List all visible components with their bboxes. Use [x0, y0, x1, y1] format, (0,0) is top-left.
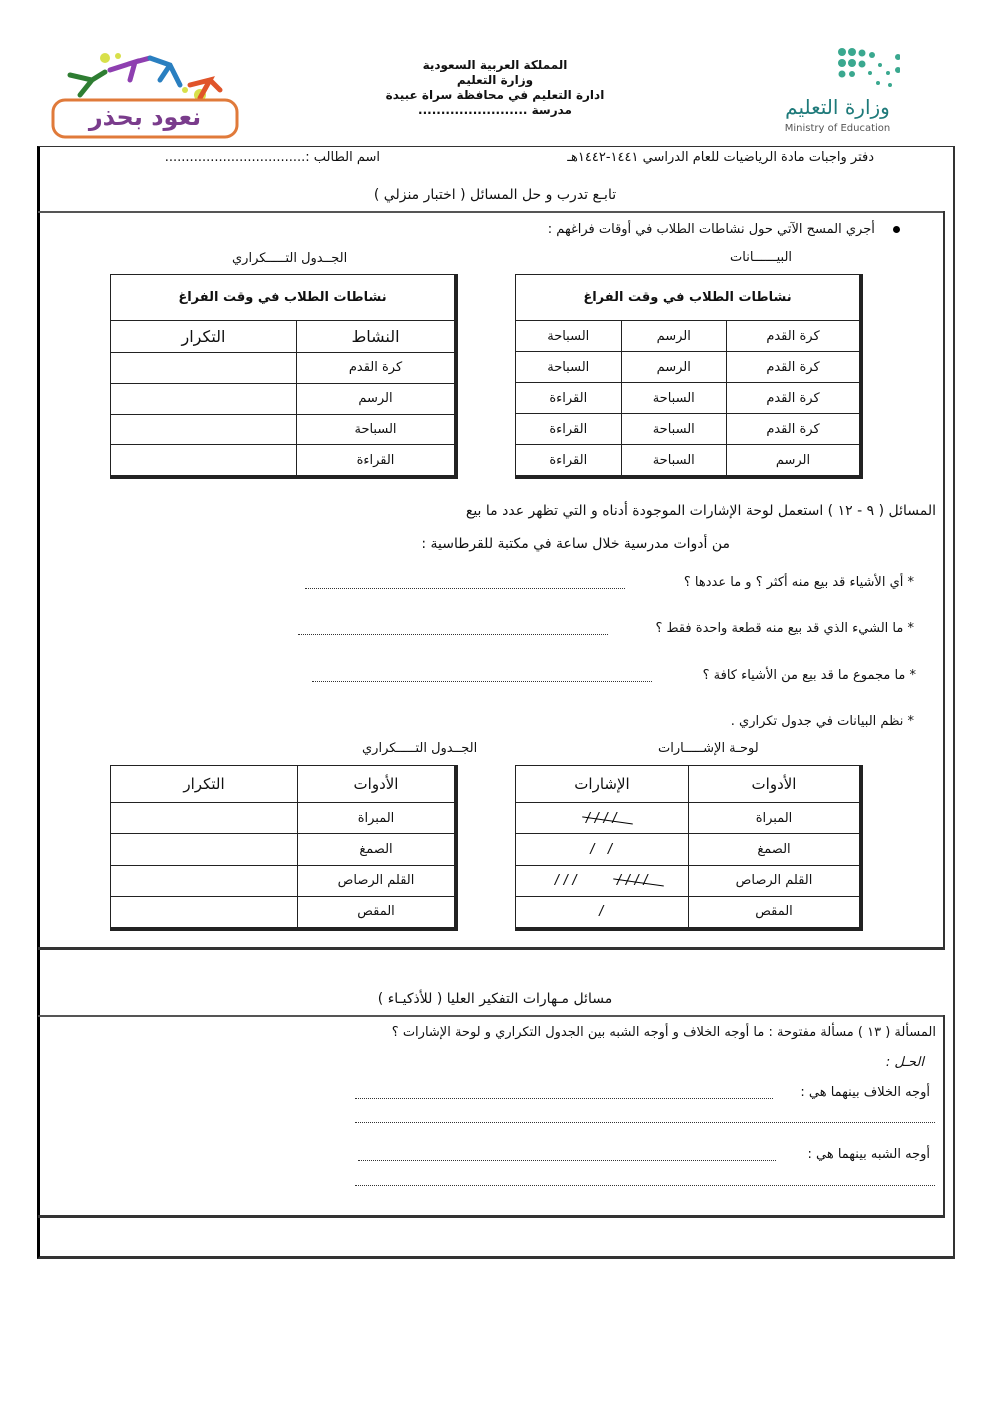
school-header: [380, 58, 610, 118]
header-line-kingdom: المملكة العربية السعودية: [422, 58, 568, 72]
tally-marks: / /: [516, 834, 689, 865]
header-line-ministry: وزارة التعليم: [456, 73, 534, 87]
answer-line-10[interactable]: [298, 633, 608, 635]
bullet-icon: [893, 226, 900, 233]
table-row: [516, 896, 860, 927]
table-cell: القلم الرصاص: [689, 865, 860, 896]
column-header-tools: الأدوات: [298, 766, 455, 803]
section-divider: [38, 1215, 945, 1218]
column-header-activity: النشاط: [297, 321, 455, 353]
inner-box-right-edge: [943, 211, 945, 949]
table-cell: كرة القدم: [726, 414, 859, 445]
frequency-input-cell[interactable]: [111, 896, 298, 927]
campaign-logo: [50, 50, 240, 140]
table-row: [516, 383, 860, 414]
column-header-tools: الأدوات: [689, 766, 860, 803]
table-row: [516, 803, 860, 834]
differences-answer-line[interactable]: [355, 1097, 773, 1099]
table-cell: كرة القدم: [297, 353, 455, 384]
freq-table-label-1: الجــدول التـــــكراري: [232, 251, 348, 266]
section-divider: [38, 1015, 945, 1017]
data-table-title: نشاطات الطلاب في وقت الفراغ: [516, 275, 860, 321]
ministry-logo-arabic: وزارة التعليم: [785, 95, 890, 119]
differences-label: أوجه الخلاف بينهما هي :: [800, 1085, 930, 1100]
question-13: المسألة ( ١٣ ) مسألة مفتوحة : ما أوجه الخلاف و أوجه الشبه بين الجدول التكراري و لوحة الإشارات ؟: [391, 1025, 936, 1040]
frequency-input-cell[interactable]: [111, 414, 297, 445]
tally-table-label: لوحـة الإشـــــارات: [658, 741, 759, 756]
differences-answer-line-2[interactable]: [355, 1121, 935, 1123]
table-cell: الرسم: [621, 321, 726, 352]
table-cell: السباحة: [516, 321, 622, 352]
table-cell: الرسم: [297, 383, 455, 414]
table-cell: المبراة: [298, 803, 455, 834]
frequency-input-cell[interactable]: [111, 834, 298, 865]
table-cell: القراءة: [516, 445, 622, 476]
header-line-directorate: ادارة التعليم في محافظة سراة عبيدة: [385, 88, 605, 102]
table-row: [111, 414, 455, 445]
table-cell: القراءة: [516, 414, 622, 445]
frequency-input-cell[interactable]: [111, 803, 298, 834]
table-row: [111, 896, 455, 927]
tally-marks: [516, 803, 689, 834]
campaign-logo-text: نعود بحذر: [88, 103, 202, 131]
frequency-input-cell[interactable]: [111, 445, 297, 476]
table-row: [516, 321, 860, 352]
survey-frequency-table: [110, 274, 458, 479]
table-cell: القلم الرصاص: [298, 865, 455, 896]
table-cell: القراءة: [297, 445, 455, 476]
freq-table-label-2: الجــدول التـــــكراري: [362, 741, 478, 756]
survey-instruction-text: أجري المسح الآتي حول نشاطات الطلاب في أوقات فراغهم :: [547, 222, 875, 237]
ministry-logo: [780, 45, 910, 140]
ministry-dots-icon: [780, 45, 900, 90]
section-divider: [38, 211, 945, 213]
table-cell: الصمغ: [689, 834, 860, 865]
notebook-title: دفتر واجبات مادة الرياضيات للعام الدراسي ١٤٤١-١٤٤٢هـ: [567, 150, 874, 165]
tally-group-five: ////: [584, 810, 620, 826]
table-row: [111, 803, 455, 834]
tally-group-five: ////: [615, 873, 651, 889]
frequency-input-cell[interactable]: [111, 383, 297, 414]
section-title: تابـع تدرب و حل المسائل ( اختبار منزلي ): [373, 187, 617, 203]
table-cell: القراءة: [516, 383, 622, 414]
table-row: [111, 834, 455, 865]
table-cell: الرسم: [726, 445, 859, 476]
tally-marks: [516, 865, 689, 896]
solution-label: الحـل :: [885, 1055, 924, 1070]
column-header-frequency: التكرار: [111, 766, 298, 803]
table-row: [516, 352, 860, 383]
question-12: * نظم البيانات في جدول تكراري .: [730, 714, 914, 729]
section-divider: [38, 947, 945, 950]
table-row: [111, 353, 455, 384]
similarities-label: أوجه الشبه بينهما هي :: [807, 1147, 930, 1162]
table-row: [516, 414, 860, 445]
tally-table: [515, 765, 863, 931]
tools-frequency-table: [110, 765, 458, 931]
inner-box-right-edge: [943, 1015, 945, 1217]
table-cell: المقص: [689, 896, 860, 927]
similarities-answer-line[interactable]: [358, 1159, 776, 1161]
tally-marks: /: [516, 896, 689, 927]
freq-table-title: نشاطات الطلاب في وقت الفراغ: [111, 275, 455, 321]
table-cell: السباحة: [621, 445, 726, 476]
survey-instruction: [548, 222, 900, 237]
table-row: [516, 445, 860, 476]
table-cell: كرة القدم: [726, 383, 859, 414]
problems-intro-line-2: من أدوات مدرسية خلال ساعة في مكتبة للقرطاسية :: [421, 536, 730, 552]
student-name-field[interactable]: اسم الطالب :..................................: [164, 150, 380, 165]
table-row: [516, 865, 860, 896]
similarities-answer-line-2[interactable]: [355, 1184, 935, 1186]
table-row: [111, 865, 455, 896]
table-cell: كرة القدم: [726, 352, 859, 383]
tally-extra: ///: [553, 873, 580, 889]
survey-data-table: [515, 274, 863, 479]
table-row: [111, 383, 455, 414]
column-header-tallies: الإشارات: [516, 766, 689, 803]
table-cell: المقص: [298, 896, 455, 927]
table-cell: الرسم: [621, 352, 726, 383]
table-row: [516, 834, 860, 865]
column-header-frequency: التكرار: [111, 321, 297, 353]
table-cell: كرة القدم: [726, 321, 859, 352]
table-cell: المبراة: [689, 803, 860, 834]
table-row: [111, 445, 455, 476]
table-cell: السباحة: [516, 352, 622, 383]
higher-order-title: مسائل مـهارات التفكير العليا ( للأذكيـاء ): [377, 991, 613, 1007]
question-11: * ما مجموع ما قد بيع من الأشياء كافة ؟: [702, 668, 916, 683]
header-line-school: مدرسة ........................: [418, 103, 572, 117]
table-cell: السباحة: [621, 383, 726, 414]
table-cell: السباحة: [297, 414, 455, 445]
frequency-input-cell[interactable]: [111, 865, 298, 896]
table-cell: الصمغ: [298, 834, 455, 865]
table-cell: السباحة: [621, 414, 726, 445]
ministry-logo-english: Ministry of Education: [784, 123, 891, 134]
answer-line-9[interactable]: [305, 587, 625, 589]
question-9: * أي الأشياء قد بيع منه أكثر ؟ و ما عددها ؟: [683, 575, 914, 590]
frequency-input-cell[interactable]: [111, 353, 297, 384]
data-table-label: البيــــــانات: [730, 250, 793, 265]
question-10: * ما الشيء الذي قد بيع منه قطعة واحدة فقط ؟: [655, 621, 914, 636]
answer-line-11[interactable]: [312, 680, 652, 682]
problems-intro-line-1: المسائل ( ٩ - ١٢ ) استعمل لوحة الإشارات الموجودة أدناه و التي تظهر عدد ما بيع: [465, 503, 936, 519]
